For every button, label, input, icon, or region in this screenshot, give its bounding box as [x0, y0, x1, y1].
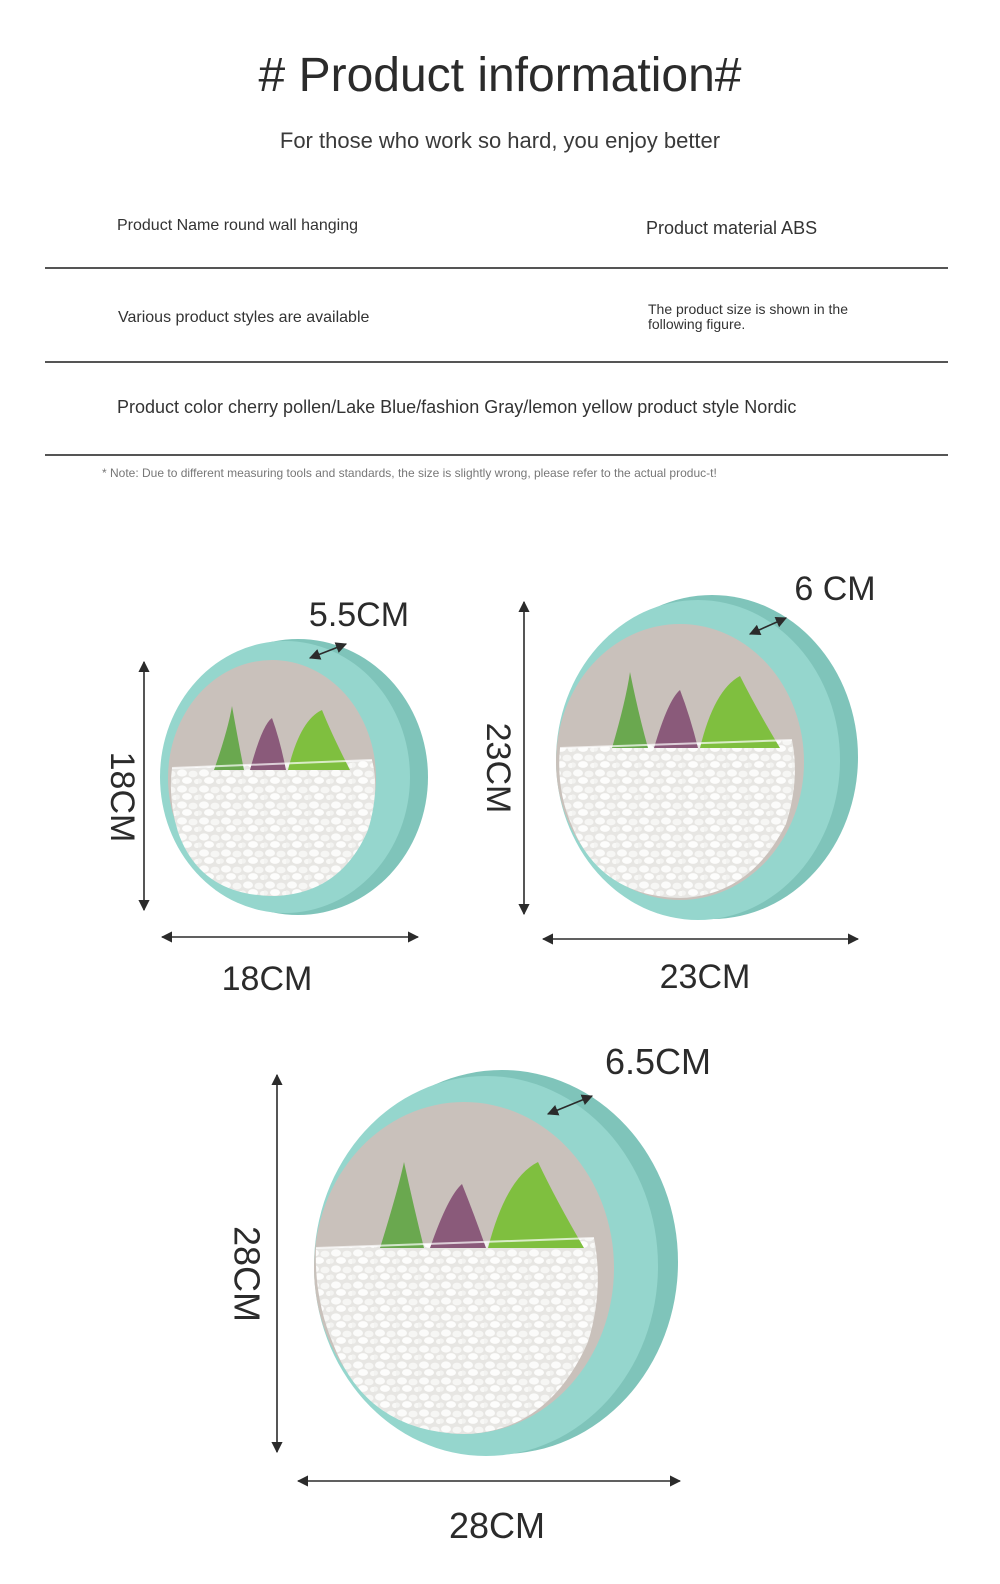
planter-large-depth-label: 6.5CM: [604, 1041, 712, 1082]
planter-small-width-label: 18CM: [221, 960, 313, 998]
planter-small-depth-label: 5.5CM: [308, 596, 410, 634]
measurement-note: * Note: Due to different measuring tools and standards, the size is slightly wrong, please refer to the actual produc-t!: [102, 466, 717, 480]
planter-large-height-label: 28CM: [226, 1225, 268, 1323]
planter-large-width-label: 28CM: [448, 1505, 546, 1546]
planter-medium-height-label: 23CM: [479, 722, 518, 814]
product-size-text: The product size is shown in the following figure.: [648, 301, 848, 332]
product-name-text: Product Name round wall hanging: [117, 217, 359, 234]
planter-large-image: [314, 1070, 678, 1456]
planter-small-image: [160, 639, 428, 915]
planter-medium-width-label: 23CM: [659, 958, 751, 996]
planter-small-height-label: 18CM: [103, 751, 142, 843]
product-color-style-text: Product color cherry pollen/Lake Blue/fashion Gray/lemon yellow product style Nordic: [117, 397, 797, 417]
product-styles-text: Various product styles are available: [118, 309, 370, 326]
product-material-text: Product material ABS: [646, 218, 818, 238]
planter-medium-image: [556, 595, 858, 920]
page-title: # Product information#: [258, 49, 742, 102]
page-subtitle: For those who work so hard, you enjoy better: [279, 128, 721, 153]
planter-medium-depth-label: 6 CM: [794, 570, 876, 608]
